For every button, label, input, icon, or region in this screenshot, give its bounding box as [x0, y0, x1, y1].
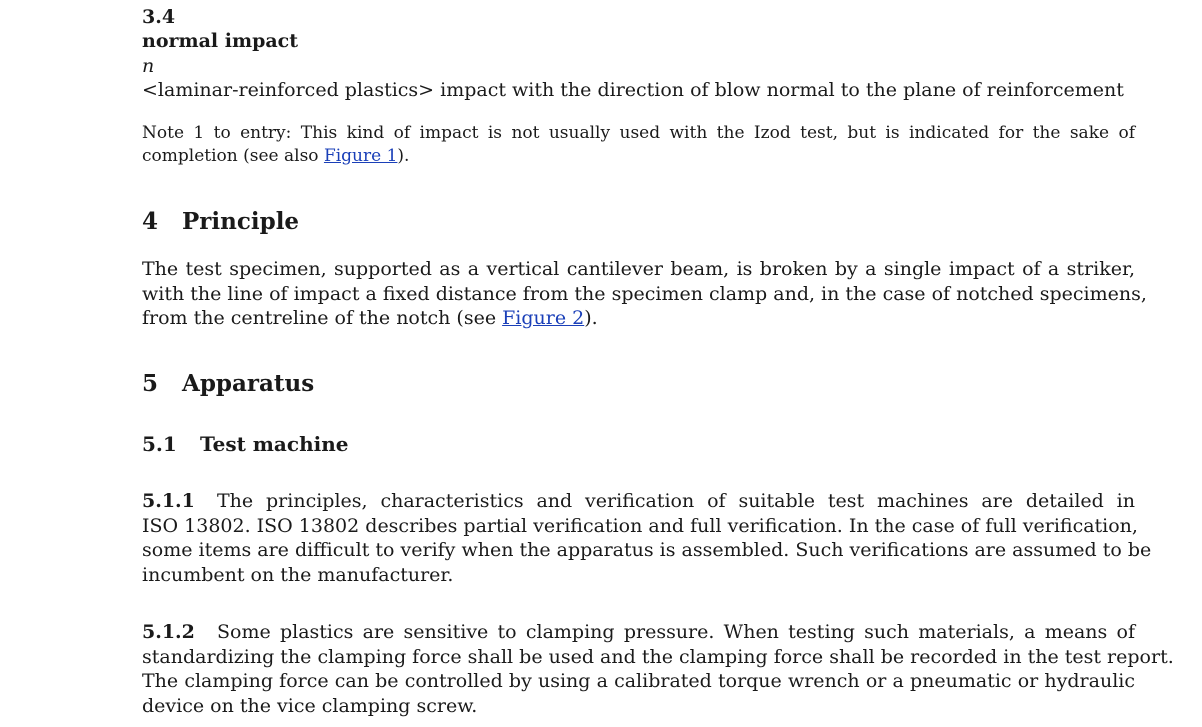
- principle-paragraph: [142, 257, 1147, 331]
- principle-line-3: [142, 306, 1135, 331]
- section-4-heading: [142, 208, 299, 236]
- term-part-of-speech: n: [142, 55, 155, 77]
- principle-line-2: with the line of impact a fixed distance from the specimen clamp and, in the case of notched specimens,: [142, 282, 1147, 305]
- paragraph-5-1-1-line-4: incumbent on the manufacturer.: [142, 563, 454, 586]
- paragraph-5-1-2-number: 5.1.2: [142, 621, 195, 643]
- section-5-1-number: 5.1: [142, 432, 177, 456]
- section-4-title: Principle: [182, 208, 300, 235]
- paragraph-5-1-2-line-4: device on the vice clamping screw.: [142, 694, 478, 717]
- paragraph-5-1-2-line-3: The clamping force can be controlled by using a calibrated torque wrench or a pneumatic or hydraulic: [142, 670, 1135, 692]
- figure-1-link[interactable]: Figure 1: [323, 146, 398, 166]
- section-5-heading: [142, 370, 314, 398]
- section-5-number: 5: [142, 370, 159, 397]
- figure-2-link[interactable]: Figure 2: [502, 307, 585, 329]
- paragraph-5-1-1-line-3: some items are difficult to verify when the apparatus is assembled. Such verifications are assumed to be: [142, 539, 1152, 561]
- paragraph-5-1-2: [142, 620, 1174, 718]
- term-definition: <laminar-reinforced plastics> impact with the direction of blow normal to the plane of reinforcement: [142, 79, 1124, 101]
- note-line-2-post: ).: [397, 146, 410, 166]
- term-note: [142, 122, 1135, 168]
- section-5-1-heading: [142, 431, 348, 457]
- paragraph-5-1-1: [142, 489, 1152, 587]
- principle-line-3-post: ).: [584, 307, 598, 329]
- principle-line-1: The test specimen, supported as a vertical cantilever beam, is broken by a single impact of a striker,: [142, 258, 1135, 280]
- paragraph-5-1-2-line-2: standardizing the clamping force shall be used and the clamping force shall be recorded in the test report.: [142, 645, 1174, 668]
- paragraph-5-1-1-line-2: ISO 13802. ISO 13802 describes partial verification and full verification. In the case of full verification,: [142, 514, 1138, 537]
- term-number: 3.4: [142, 6, 176, 28]
- section-5-title: Apparatus: [182, 370, 315, 397]
- section-5-1-title: Test machine: [200, 432, 349, 456]
- principle-line-3-pre: from the centreline of the notch (see: [142, 307, 503, 329]
- note-line-1: Note 1 to entry: This kind of impact is not usually used with the Izod test, but is indicated for the sake of: [142, 123, 1135, 143]
- paragraph-5-1-1-line-1: 5.1.1 The principles, characteristics and verification of suitable test machines are detailed in: [142, 490, 1135, 512]
- paragraph-5-1-2-line-1: 5.1.2 Some plastics are sensitive to clamping pressure. When testing such materials, a means of: [142, 621, 1135, 643]
- note-line-2-pre: completion (see also: [142, 146, 324, 166]
- term-name: normal impact: [142, 30, 299, 52]
- paragraph-5-1-1-number: 5.1.1: [142, 490, 195, 512]
- section-4-number: 4: [142, 208, 159, 235]
